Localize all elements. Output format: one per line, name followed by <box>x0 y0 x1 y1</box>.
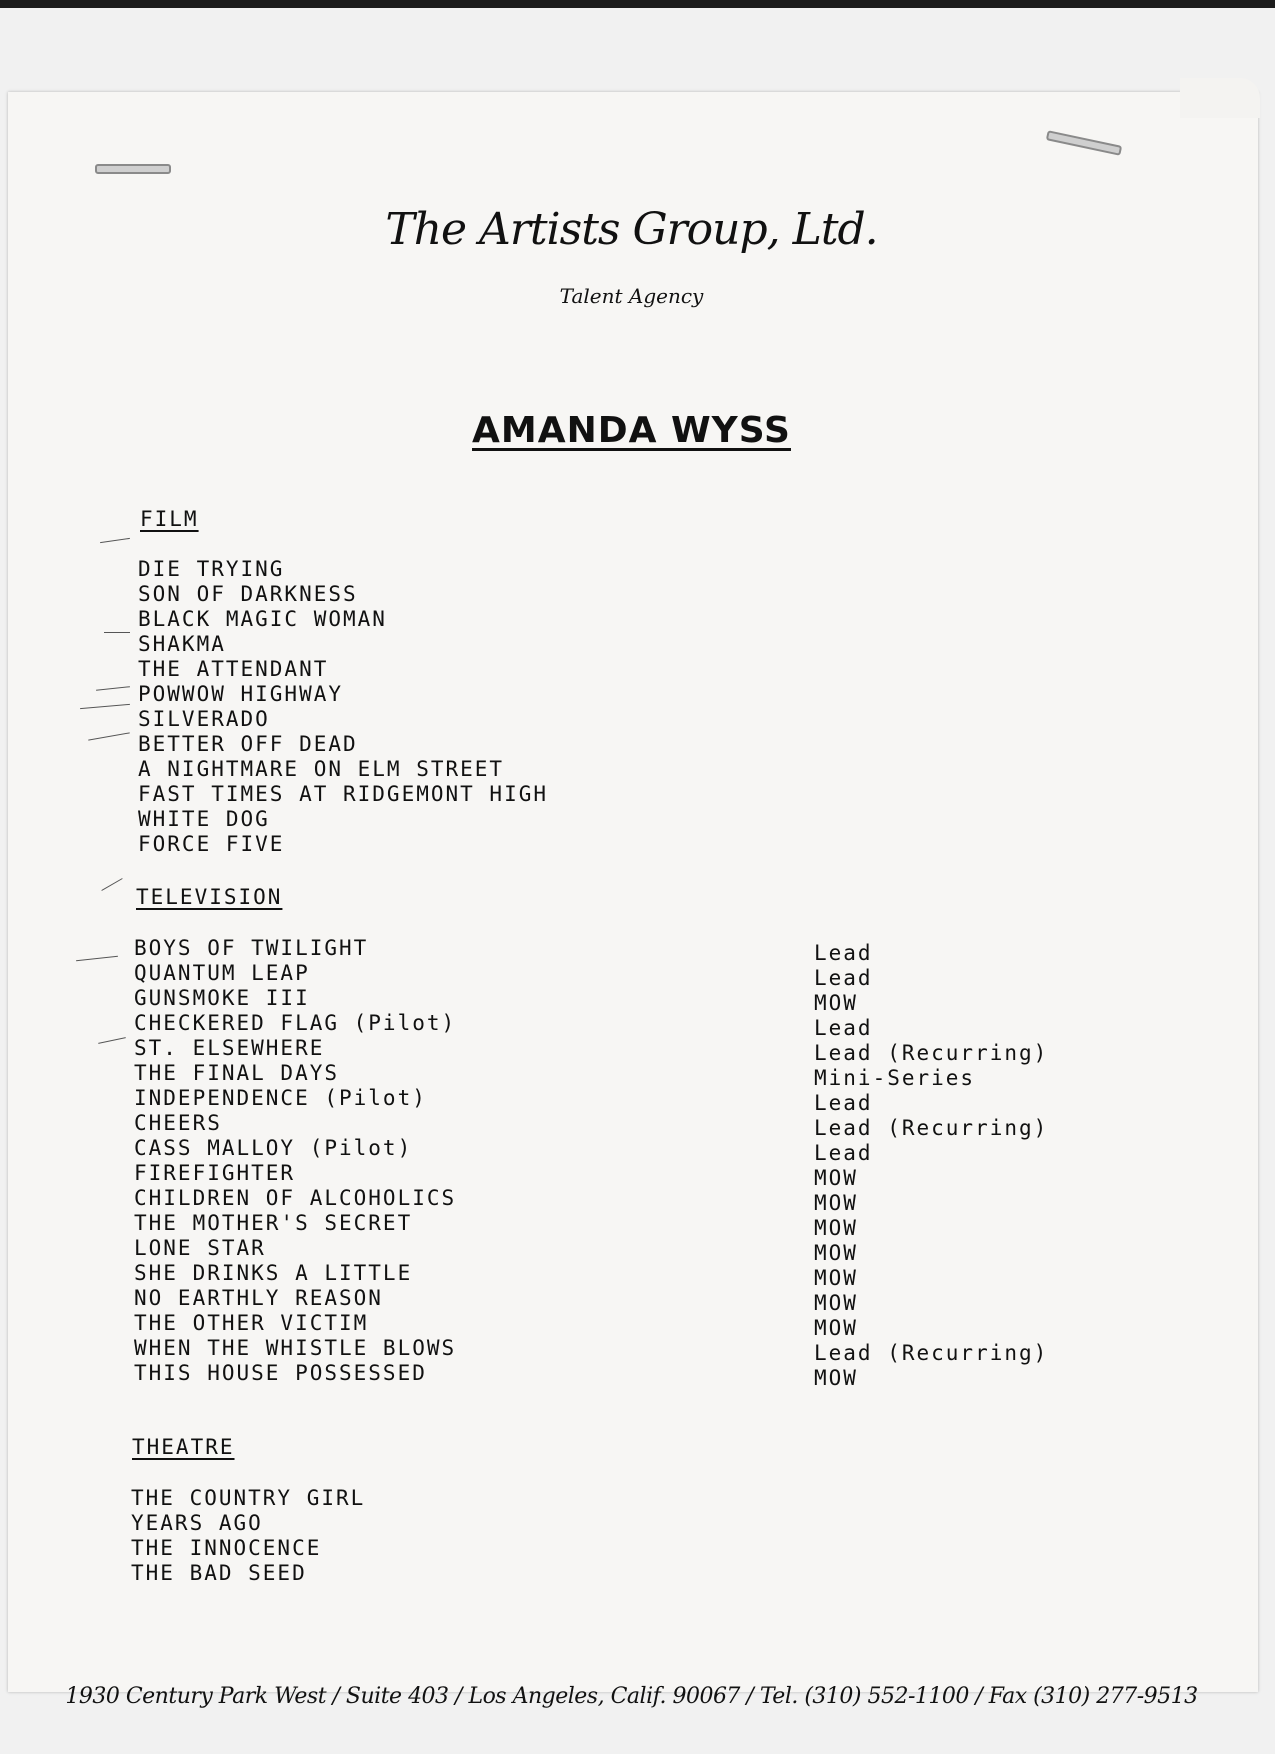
television-title: WHEN THE WHISTLE BLOWS <box>134 1336 457 1360</box>
theatre-list <box>131 1486 365 1586</box>
television-title: CASS MALLOY (Pilot) <box>134 1136 413 1160</box>
television-role: Lead <box>814 1141 873 1165</box>
television-title: THE FINAL DAYS <box>134 1061 340 1085</box>
film-item: DIE TRYING <box>138 557 285 581</box>
television-title: CHILDREN OF ALCOHOLICS <box>134 1186 457 1210</box>
resume-page <box>8 92 1258 1709</box>
film-item: FAST TIMES AT RIDGEMONT HIGH <box>138 782 549 806</box>
television-role: Lead (Recurring) <box>814 1341 1049 1365</box>
television-title: LONE STAR <box>134 1236 266 1260</box>
television-title: GUNSMOKE III <box>134 986 310 1010</box>
television-title: SHE DRINKS A LITTLE <box>134 1261 413 1285</box>
television-role: Lead (Recurring) <box>814 1116 1049 1140</box>
film-item: BETTER OFF DEAD <box>138 732 358 756</box>
television-role: MOW <box>814 1241 858 1265</box>
staple-left <box>95 164 171 174</box>
television-role: MOW <box>814 1166 858 1190</box>
television-role: Lead <box>814 941 873 965</box>
film-item: BLACK MAGIC WOMAN <box>138 607 387 631</box>
television-title: THIS HOUSE POSSESSED <box>134 1361 427 1385</box>
film-item: A NIGHTMARE ON ELM STREET <box>138 757 505 781</box>
television-role: Lead <box>814 966 873 990</box>
television-role: MOW <box>814 1291 858 1315</box>
theatre-section-header: THEATRE <box>132 1435 235 1459</box>
television-role: MOW <box>814 1216 858 1240</box>
television-role-list <box>814 941 1048 1391</box>
theatre-item: THE INNOCENCE <box>131 1536 322 1560</box>
film-item: SILVERADO <box>138 707 270 731</box>
film-section-header: FILM <box>140 507 199 531</box>
television-title: CHECKERED FLAG (Pilot) <box>134 1011 457 1035</box>
television-title: BOYS OF TWILIGHT <box>134 936 369 960</box>
film-item: POWWOW HIGHWAY <box>138 682 344 706</box>
television-role: Lead <box>814 1091 873 1115</box>
television-role: MOW <box>814 991 858 1015</box>
television-title: QUANTUM LEAP <box>134 961 310 985</box>
television-title: ST. ELSEWHERE <box>134 1036 325 1060</box>
film-item: SON OF DARKNESS <box>138 582 358 606</box>
television-section-header: TELEVISION <box>136 885 283 909</box>
theatre-item: THE BAD SEED <box>131 1561 307 1585</box>
pencil-mark <box>104 632 130 633</box>
agency-address-footer: 1930 Century Park West / Suite 403 / Los Angeles, Calif. 90067 / Tel. (310) 552-1100 / Fax (310) 277-9513 <box>65 1684 1198 1709</box>
television-role: MOW <box>814 1266 858 1290</box>
television-role: Mini-Series <box>814 1066 976 1090</box>
agency-name: The Artists Group, Ltd. <box>385 204 878 255</box>
film-list <box>138 557 548 857</box>
agency-tagline: Talent Agency <box>559 284 704 308</box>
theatre-item: THE COUNTRY GIRL <box>131 1486 366 1510</box>
film-item: THE ATTENDANT <box>138 657 329 681</box>
television-title: INDEPENDENCE (Pilot) <box>134 1086 427 1110</box>
television-role: Lead (Recurring) <box>814 1041 1049 1065</box>
television-title: THE OTHER VICTIM <box>134 1311 369 1335</box>
television-role: Lead <box>814 1016 873 1040</box>
actor-name: AMANDA WYSS <box>472 410 791 451</box>
theatre-item: YEARS AGO <box>131 1511 263 1535</box>
paper-corner-curl <box>1180 78 1260 118</box>
scan-top-edge <box>0 0 1275 8</box>
television-title: THE MOTHER'S SECRET <box>134 1211 413 1235</box>
television-role: MOW <box>814 1191 858 1215</box>
television-role: MOW <box>814 1366 858 1390</box>
television-title-list <box>134 936 456 1386</box>
film-item: SHAKMA <box>138 632 226 656</box>
film-item: WHITE DOG <box>138 807 270 831</box>
television-title: NO EARTHLY REASON <box>134 1286 383 1310</box>
television-title: FIREFIGHTER <box>134 1161 296 1185</box>
television-role: MOW <box>814 1316 858 1340</box>
film-item: FORCE FIVE <box>138 832 285 856</box>
television-title: CHEERS <box>134 1111 222 1135</box>
